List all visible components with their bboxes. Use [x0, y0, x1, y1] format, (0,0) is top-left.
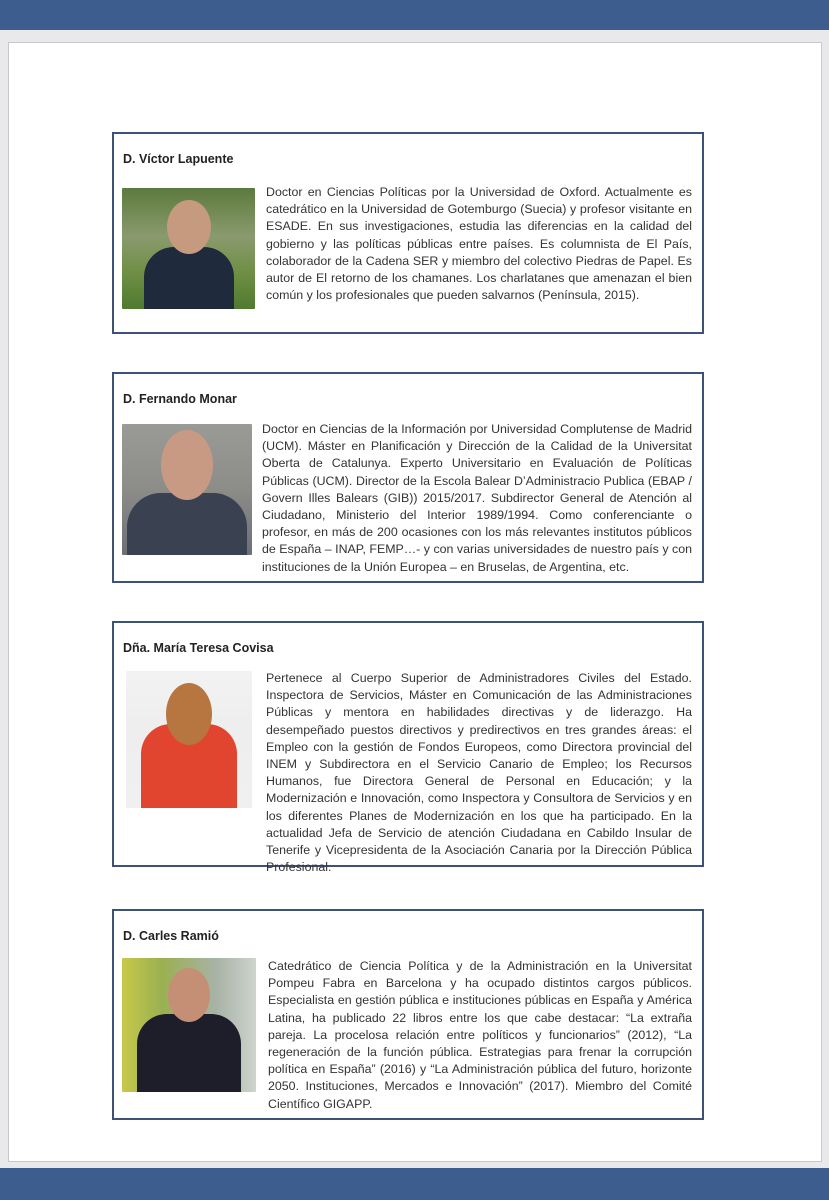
speaker-photo	[122, 958, 256, 1092]
speaker-bio: Pertenece al Cuerpo Superior de Administradores Civiles del Estado. Inspectora de Servicios, Máster en Comunicación de las Administraciones Públicas y mentora en habilidades directivas y de liderazgo. Ha desempeñado puestos directivos y predirectivos en tres grandes áreas: el Empleo con la gestión de Fondos Europeos, como Directora provincial del INEM y Subdirectora en el Servicio Canario de Empleo; los Recursos Humanos, fue Directora General de Personal en Educación; y la Modernización e Innovación, como Inspectora y Consultora de Servicios y en los diferentes Planes de Modernización en los que ha participado. En la actualidad Jefa de Servicio de atención Ciudadana en Cabildo Insular de Tenerife y Vicepresidenta de la Asociación Canaria por la Dirección Pública Profesional.	[266, 671, 692, 875]
speaker-card-covisa	[112, 621, 704, 875]
speaker-bio: Catedrático de Ciencia Política y de la Administración en la Universitat Pompeu Fabra en Barcelona y ha ocupado distintos cargos públicos. Especialista en gestión pública e instituciones públicas en España y América Latina, ha publicado 22 libros entre los que cabe destacar: “La extraña pareja. La procelosa relación entre políticos y funcionarios” (2012), “La regeneración de la función pública. Estrategias para frenar la corrupción política en España” (2016) y “La Administración pública del futuro, horizonte 2050. Instituciones, Mercados e Innovación” (2017). Miembro del Comité Científico GIGAPP.	[268, 959, 692, 1111]
speaker-name: Dña. María Teresa Covisa	[123, 641, 274, 655]
top-banner	[0, 0, 829, 30]
speaker-card-lapuente	[112, 132, 704, 334]
speaker-photo	[126, 671, 252, 808]
speaker-name: D. Víctor Lapuente	[123, 152, 234, 166]
speaker-photo	[122, 424, 252, 555]
speaker-bio: Doctor en Ciencias de la Información por Universidad Complutense de Madrid (UCM). Máster en Planificación y Dirección de la Calidad de la Universitat Oberta de Catalunya. Experto Universitario en Evaluación de Políticas Públicas (UCM). Director de la Escola Balear D’Administracio Publica (EBAP / Govern Illes Balears (GIB)) 2015/2017. Subdirector General de Atención al Ciudadano, Ministerio del Interior 1989/1994. Como conferenciante o profesor, en más de 200 ocasiones con los más relevantes institutos públicos de España – INAP, FEMP…- y con varias universidades de nuestro país y con instituciones de la Unión Europea – en Bruselas, de Argentina, etc.	[262, 422, 692, 574]
bottom-banner	[0, 1168, 829, 1200]
speaker-card-monar	[112, 372, 704, 583]
speaker-name: D. Carles Ramió	[123, 929, 219, 943]
speaker-bio: Doctor en Ciencias Políticas por la Universidad de Oxford. Actualmente es catedrático en la Universidad de Gotemburgo (Suecia) y profesor visitante en ESADE. En sus investigaciones, estudia las diferencias en la calidad del gobierno y las políticas públicas entre países. Es columnista de El País, colaborador de la Cadena SER y miembro del colectivo Piedras de Papel. Es autor de El retorno de los chamanes. Los charlatanes que amenazan el bien común y los profesionales que pueden salvarnos (Península, 2015).	[266, 185, 692, 303]
speaker-name: D. Fernando Monar	[123, 392, 237, 406]
speaker-card-ramio	[112, 909, 704, 1120]
speaker-photo	[122, 188, 255, 309]
